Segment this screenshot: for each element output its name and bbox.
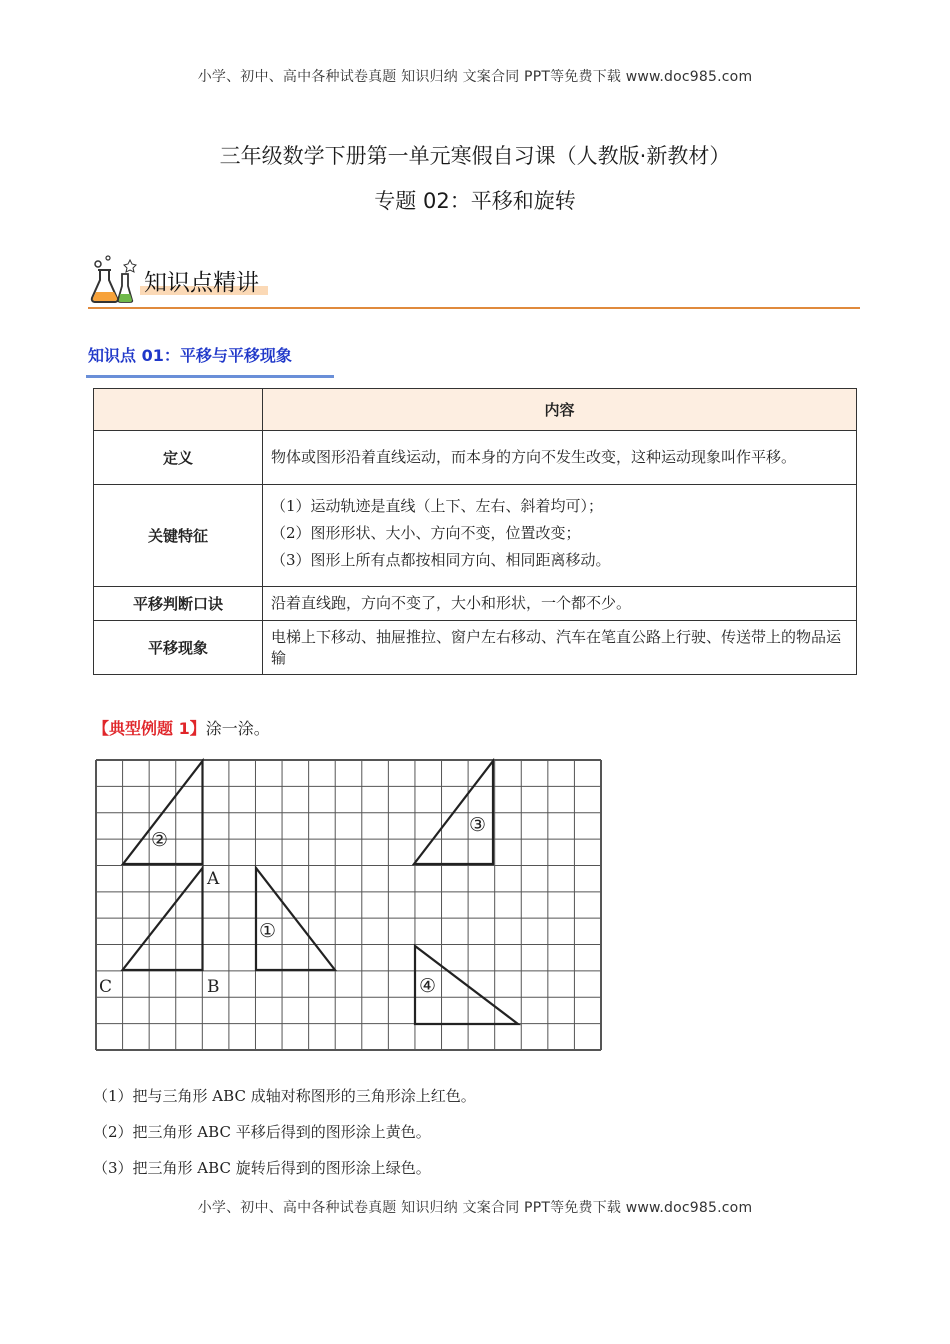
row-label: 关键特征 — [94, 485, 263, 587]
shape-label-1: ① — [259, 920, 277, 942]
knowledge-point-underline — [86, 375, 334, 378]
example-tag: 【典型例题 1】 — [93, 719, 206, 738]
row-content: 沿着直线跑，方向不变了，大小和形状，一个都不少。 — [263, 587, 857, 621]
table-row — [94, 587, 857, 621]
section-title: 知识点精讲 — [144, 270, 259, 296]
question-2: （2）把三角形 ABC 平移后得到的图形涂上黄色。 — [93, 1123, 431, 1141]
triangle-abc — [123, 868, 203, 970]
page-header: 小学、初中、高中各种试卷真题 知识归纳 文案合同 PPT等免费下载 www.doc985.com — [197, 69, 753, 85]
knowledge-table — [93, 388, 857, 675]
shape-label-3: ③ — [469, 814, 487, 836]
lab-flask-icon — [88, 252, 140, 304]
document-subtitle: 专题 02：平移和旋转 — [374, 189, 576, 213]
table-row — [94, 621, 857, 675]
document-title: 三年级数学下册第一单元寒假自习课（人教版·新教材） — [219, 144, 731, 168]
row-label: 平移现象 — [94, 621, 263, 675]
example-heading — [93, 716, 270, 739]
grid-lines — [96, 760, 601, 1050]
grid-figure — [93, 757, 604, 1053]
feature-item: （2）图形形状、大小、方向不变，位置改变； — [271, 524, 581, 542]
feature-item: （1）运动轨迹是直线（上下、左右、斜着均可）； — [271, 497, 604, 515]
table-header-content: 内容 — [263, 389, 857, 431]
shape-label-4: ④ — [419, 975, 437, 997]
feature-item: （3）图形上所有点都按相同方向、相同距离移动。 — [271, 551, 611, 569]
question-1: （1）把与三角形 ABC 成轴对称图形的三角形涂上红色。 — [93, 1087, 476, 1105]
row-content: 物体或图形沿着直线运动，而本身的方向不发生改变，这种运动现象叫作平移。 — [263, 431, 857, 485]
section-header — [88, 252, 860, 309]
table-header-empty — [94, 389, 263, 431]
table-row — [94, 431, 857, 485]
triangle-1 — [256, 868, 335, 970]
knowledge-point-title: 知识点 01：平移与平移现象 — [88, 346, 292, 365]
question-3: （3）把三角形 ABC 旋转后得到的图形涂上绿色。 — [93, 1159, 431, 1177]
row-content — [263, 485, 857, 587]
shape-label-2: ② — [151, 829, 169, 851]
row-label: 平移判断口诀 — [94, 587, 263, 621]
point-label-a: A — [207, 869, 220, 889]
table-row — [94, 485, 857, 587]
row-content: 电梯上下移动、抽屉推拉、窗户左右移动、汽车在笔直公路上行驶、传送带上的物品运输 — [263, 621, 857, 675]
point-label-b: B — [207, 977, 220, 997]
page-footer: 小学、初中、高中各种试卷真题 知识归纳 文案合同 PPT等免费下载 www.doc985.com — [197, 1200, 753, 1216]
row-label: 定义 — [94, 431, 263, 485]
point-label-c: C — [99, 977, 113, 997]
example-text: 涂一涂。 — [205, 719, 270, 738]
